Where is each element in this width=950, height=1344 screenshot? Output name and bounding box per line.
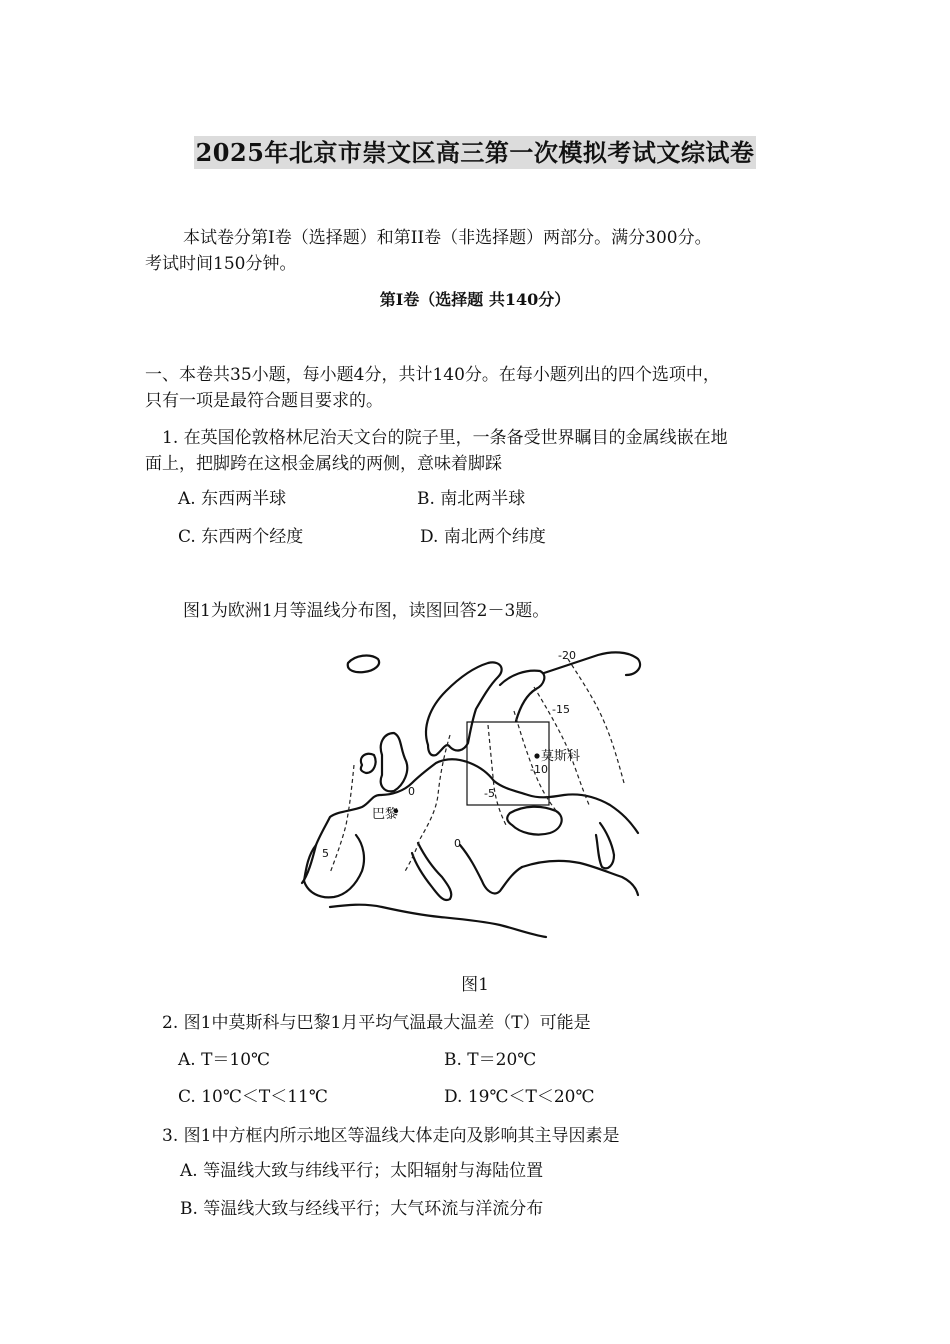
ireland-outline bbox=[361, 754, 376, 773]
iberia-outline bbox=[304, 835, 364, 897]
italy-outline bbox=[412, 843, 451, 900]
q2-option-b: B. T＝20℃ bbox=[444, 1050, 537, 1070]
q2-option-d: D. 19℃＜T＜20℃ bbox=[444, 1087, 595, 1107]
britain-outline bbox=[381, 733, 408, 791]
q1-option-b: B. 南北两半球 bbox=[417, 489, 526, 509]
intro-line-2: 考试时间150分钟。 bbox=[145, 254, 297, 274]
europe-map-svg bbox=[300, 645, 650, 945]
moscow-dot bbox=[534, 753, 539, 758]
isotherm-5 bbox=[330, 765, 354, 873]
isotherm-label-0-south: 0 bbox=[454, 837, 461, 850]
q1-stem-line-2: 面上，把脚跨在这根金属线的两侧，意味着脚踩 bbox=[145, 454, 502, 474]
moscow-label: 莫斯科 bbox=[541, 749, 581, 764]
q1-option-c: C. 东西两个经度 bbox=[178, 527, 304, 547]
intro-line-1: 本试卷分第Ⅰ卷（选择题）和第II卷（非选择题）两部分。满分300分。 bbox=[183, 228, 712, 248]
isotherm-label-5: 5 bbox=[322, 847, 329, 860]
caspian-outline bbox=[596, 823, 614, 868]
q2-option-a: A. T＝10℃ bbox=[178, 1050, 271, 1070]
isotherm-minus-5 bbox=[488, 725, 506, 825]
q1-stem-line-1: 1. 在英国伦敦格林尼治天文台的院子里，一条备受世界瞩目的金属线嵌在地 bbox=[162, 428, 728, 448]
q3-option-a: A. 等温线大致与纬线平行；太阳辐射与海陆位置 bbox=[180, 1161, 544, 1181]
q1-option-a: A. 东西两半球 bbox=[178, 489, 287, 509]
figure-caption: 图1 bbox=[461, 975, 489, 995]
isotherm-0 bbox=[404, 735, 450, 873]
isotherm-label-minus-20: -20 bbox=[558, 649, 576, 662]
north-africa-coast bbox=[330, 905, 546, 937]
iceland-outline bbox=[348, 656, 379, 673]
isotherm-label-minus-15: -15 bbox=[552, 703, 570, 716]
part1-heading: 第Ⅰ卷（选择题 共140分） bbox=[379, 290, 571, 309]
black-sea-outline bbox=[507, 807, 561, 835]
europe-isotherm-map bbox=[300, 645, 650, 945]
q2-stem: 2. 图1中莫斯科与巴黎1月平均气温最大温差（T）可能是 bbox=[162, 1013, 591, 1033]
q1-option-d: D. 南北两个纬度 bbox=[420, 527, 546, 547]
paris-label: 巴黎 bbox=[372, 807, 399, 822]
section1-line-1: 一、本卷共35小题，每小题4分，共计140分。在每小题列出的四个选项中， bbox=[145, 365, 720, 385]
isotherm-label-minus-5: -5 bbox=[484, 787, 495, 800]
scandinavia-outline bbox=[426, 662, 502, 755]
page-title-text: 2025年北京市崇文区高三第一次模拟考试文综试卷 bbox=[195, 138, 755, 167]
isotherm-minus-20 bbox=[568, 659, 624, 783]
page-title bbox=[0, 133, 950, 168]
figure-intro: 图1为欧洲1月等温线分布图，读图回答2－3题。 bbox=[183, 601, 550, 621]
section1-line-2: 只有一项是最符合题目要求的。 bbox=[145, 391, 383, 411]
finland-outline bbox=[500, 671, 544, 721]
q2-option-c: C. 10℃＜T＜11℃ bbox=[178, 1087, 328, 1107]
isotherm-label-0-north: 0 bbox=[408, 785, 415, 798]
balkans-outline bbox=[460, 845, 522, 893]
q3-stem: 3. 图1中方框内所示地区等温线大体走向及影响其主导因素是 bbox=[162, 1126, 620, 1146]
isotherm-label-minus-10: -10 bbox=[530, 763, 548, 776]
q3-option-b: B. 等温线大致与经线平行；大气环流与洋流分布 bbox=[180, 1199, 544, 1219]
south-coast bbox=[522, 861, 638, 895]
